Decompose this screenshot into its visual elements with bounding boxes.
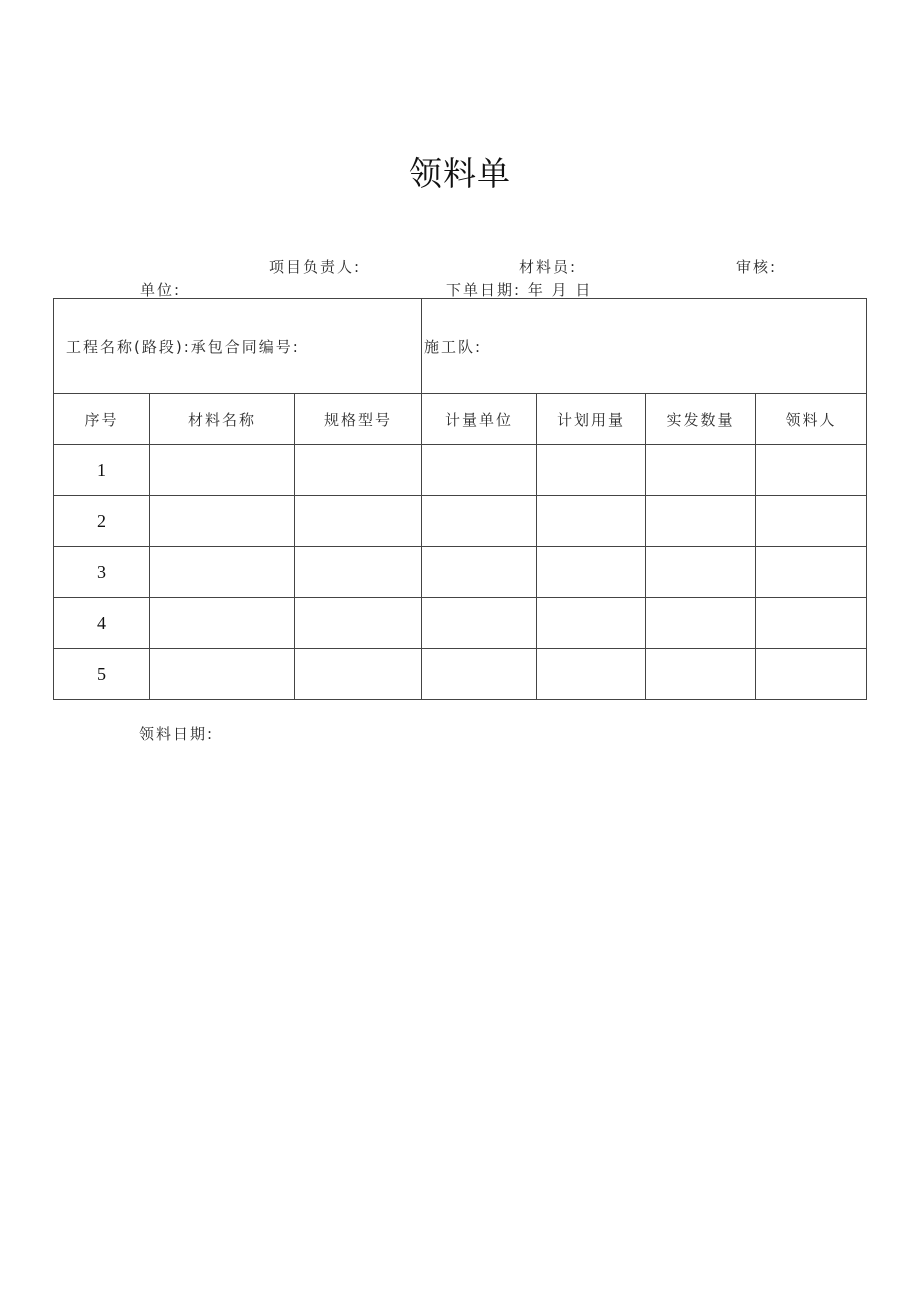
row-number: 5 bbox=[54, 649, 150, 700]
table-cell[interactable] bbox=[295, 598, 422, 649]
row-number: 2 bbox=[54, 496, 150, 547]
table-cell[interactable] bbox=[537, 547, 646, 598]
project-leader-label: 项目负责人: bbox=[269, 258, 362, 276]
table-cell[interactable] bbox=[756, 547, 867, 598]
table-cell[interactable] bbox=[646, 445, 756, 496]
table-cell[interactable] bbox=[646, 649, 756, 700]
column-header: 序号 bbox=[54, 394, 150, 445]
column-header: 规格型号 bbox=[295, 394, 422, 445]
page-title: 领料单 bbox=[409, 154, 511, 193]
row-number: 1 bbox=[54, 445, 150, 496]
table-cell[interactable] bbox=[422, 445, 537, 496]
table-cell[interactable] bbox=[150, 445, 295, 496]
table-row bbox=[54, 445, 867, 496]
table-cell[interactable] bbox=[422, 496, 537, 547]
column-header: 领料人 bbox=[756, 394, 867, 445]
material-requisition-table bbox=[53, 298, 867, 700]
material-clerk-label: 材料员: bbox=[519, 258, 578, 276]
table-cell[interactable] bbox=[422, 598, 537, 649]
table-cell[interactable] bbox=[756, 598, 867, 649]
column-header: 实发数量 bbox=[646, 394, 756, 445]
table-row bbox=[54, 496, 867, 547]
table-cell[interactable] bbox=[295, 649, 422, 700]
table-cell[interactable] bbox=[646, 496, 756, 547]
row-number: 3 bbox=[54, 547, 150, 598]
table-row bbox=[54, 598, 867, 649]
table-cell[interactable] bbox=[150, 496, 295, 547]
table-cell[interactable] bbox=[150, 598, 295, 649]
unit-label: 单位: bbox=[140, 281, 182, 299]
table-cell[interactable] bbox=[150, 547, 295, 598]
column-header: 计划用量 bbox=[537, 394, 646, 445]
table-row bbox=[54, 547, 867, 598]
table-cell[interactable] bbox=[422, 649, 537, 700]
table-cell[interactable] bbox=[295, 445, 422, 496]
table-row bbox=[54, 649, 867, 700]
column-header: 材料名称 bbox=[150, 394, 295, 445]
project-info-row bbox=[54, 299, 867, 394]
pick-date-label: 领料日期: bbox=[139, 725, 215, 743]
table-cell[interactable] bbox=[646, 598, 756, 649]
table-cell[interactable] bbox=[756, 496, 867, 547]
table-cell[interactable] bbox=[537, 496, 646, 547]
table-cell[interactable] bbox=[537, 649, 646, 700]
construction-team-cell[interactable]: 施工队: bbox=[422, 299, 867, 394]
table-cell[interactable] bbox=[756, 649, 867, 700]
table-cell[interactable] bbox=[422, 547, 537, 598]
order-date-label: 下单日期: 年 月 日 bbox=[446, 281, 593, 299]
row-number: 4 bbox=[54, 598, 150, 649]
table-cell[interactable] bbox=[646, 547, 756, 598]
table-cell[interactable] bbox=[150, 649, 295, 700]
column-header: 计量单位 bbox=[422, 394, 537, 445]
table-cell[interactable] bbox=[295, 547, 422, 598]
table-cell[interactable] bbox=[756, 445, 867, 496]
reviewer-label: 审核: bbox=[736, 258, 778, 276]
table-cell[interactable] bbox=[537, 598, 646, 649]
table-header-row bbox=[54, 394, 867, 445]
project-name-cell[interactable]: 工程名称(路段):承包合同编号: bbox=[54, 299, 422, 394]
table-cell[interactable] bbox=[295, 496, 422, 547]
table-cell[interactable] bbox=[537, 445, 646, 496]
